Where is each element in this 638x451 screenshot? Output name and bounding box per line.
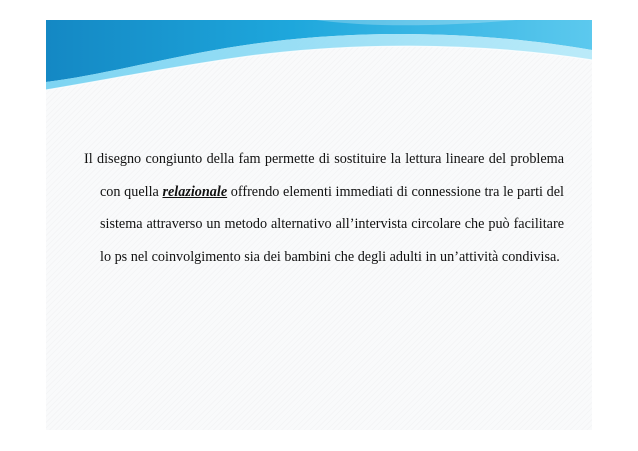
paragraph-text-after: offrendo elementi immediati di connessione tra le parti del sistema attraverso un metodo alternativo all’intervista circolare che può facilitare lo ps nel coinvolgimento sia dei bambini che degli adulti in un’attività condivisa. [100,183,564,265]
slide-body [84,143,564,273]
emphasis-relazionale: relazionale [162,183,228,200]
paragraph-text-before: Il disegno congiunto della fam permette di sostituire la lettura lineare del problema con quella [84,151,564,200]
slide [46,20,592,430]
header-banner [46,20,592,90]
paragraph-disegno-congiunto [84,143,564,273]
